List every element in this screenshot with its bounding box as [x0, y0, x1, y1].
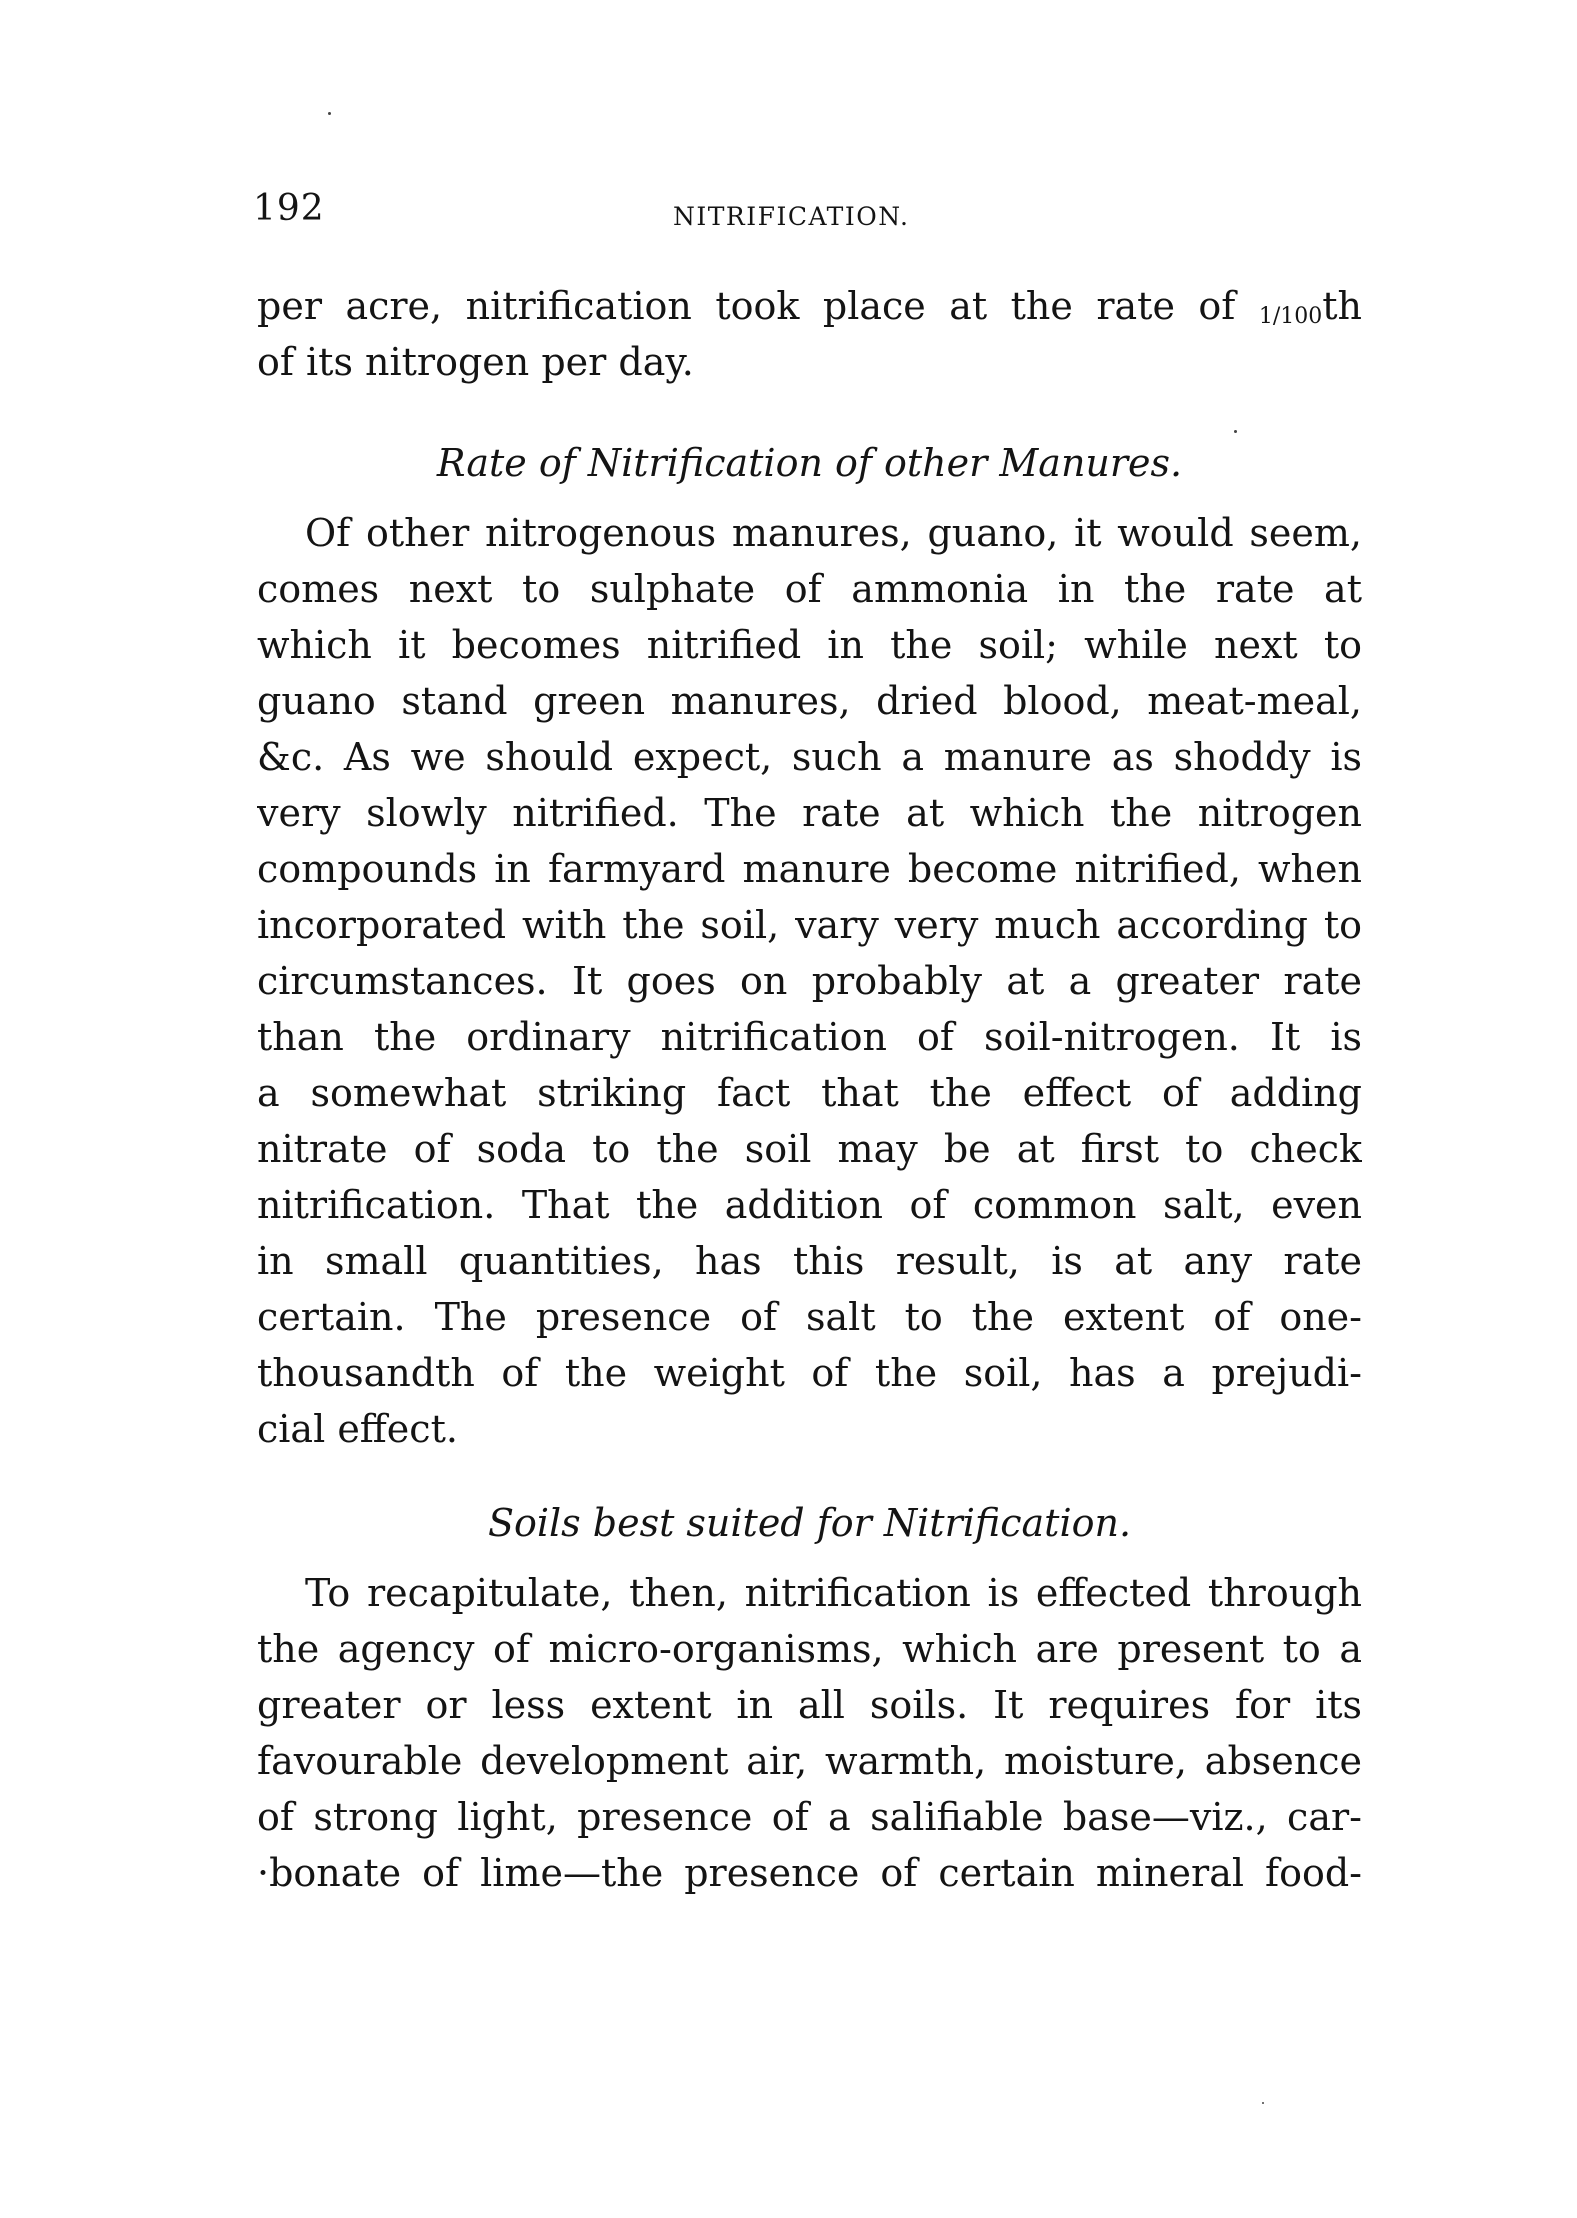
paragraph-line: cial effect.: [257, 1407, 458, 1451]
section-heading-other-manures: Rate of Nitrification of other Manures.: [436, 441, 1183, 485]
paragraph-line: a somewhat striking fact that the effect of adding: [257, 1071, 1362, 1115]
paragraph-line: compounds in farmyard manure become nitrified, when: [257, 847, 1362, 891]
paragraph-line: favourable development air, warmth, moisture, absence: [257, 1739, 1362, 1783]
paragraph-line: circumstances. It goes on probably at a greater rate: [257, 959, 1362, 1003]
paragraph-line: Of other nitrogenous manures, guano, it would seem,: [305, 511, 1362, 555]
paragraph-line: ·bonate of lime—the presence of certain mineral food-: [257, 1851, 1362, 1895]
page-header: [253, 188, 1363, 238]
paragraph-line: very slowly nitrified. The rate at which the nitrogen: [257, 791, 1362, 835]
paragraph-line: nitrate of soda to the soil may be at first to check: [257, 1127, 1362, 1171]
page-number: 192: [253, 188, 325, 229]
paragraph-line: of strong light, presence of a salifiable base—viz., car-: [257, 1795, 1362, 1839]
paragraph-line: incorporated with the soil, vary very much according to: [257, 903, 1362, 947]
paragraph-line: the agency of micro-organisms, which are present to a: [257, 1627, 1362, 1671]
paragraph-line: comes next to sulphate of ammonia in the rate at: [257, 567, 1362, 611]
paragraph-line: guano stand green manures, dried blood, meat-meal,: [257, 679, 1362, 723]
paragraph-line: thousandth of the weight of the soil, has a prejudi-: [257, 1351, 1362, 1395]
paragraph-line: nitrification. That the addition of common salt, even: [257, 1183, 1362, 1227]
paragraph-line: which it becomes nitrified in the soil; while next to: [257, 623, 1362, 667]
paragraph-line: To recapitulate, then, nitrification is effected through: [305, 1571, 1362, 1615]
page-body: [257, 278, 1362, 1901]
opening-text: per acre, nitrification took place at the rate of: [257, 284, 1236, 328]
paragraph-line: than the ordinary nitrification of soil-nitrogen. It is: [257, 1015, 1362, 1059]
fraction-one-hundredth: 1/100: [1258, 304, 1323, 329]
paragraph-line: &c. As we should expect, such a manure as shoddy is: [257, 735, 1362, 779]
opening-line-2: of its nitrogen per day.: [257, 340, 694, 384]
running-title: NITRIFICATION.: [673, 202, 910, 231]
section-heading-soils-best-suited: Soils best suited for Nitrification.: [487, 1501, 1132, 1545]
fraction-suffix: th: [1322, 284, 1362, 328]
opening-line-1: [257, 278, 1362, 334]
paragraph-line: certain. The presence of salt to the extent of one-: [257, 1295, 1362, 1339]
paragraph-line: in small quantities, has this result, is at any rate: [257, 1239, 1362, 1283]
scan-speck: [328, 112, 331, 115]
scan-speck: [1262, 2102, 1264, 2104]
paragraph-line: greater or less extent in all soils. It requires for its: [257, 1683, 1362, 1727]
